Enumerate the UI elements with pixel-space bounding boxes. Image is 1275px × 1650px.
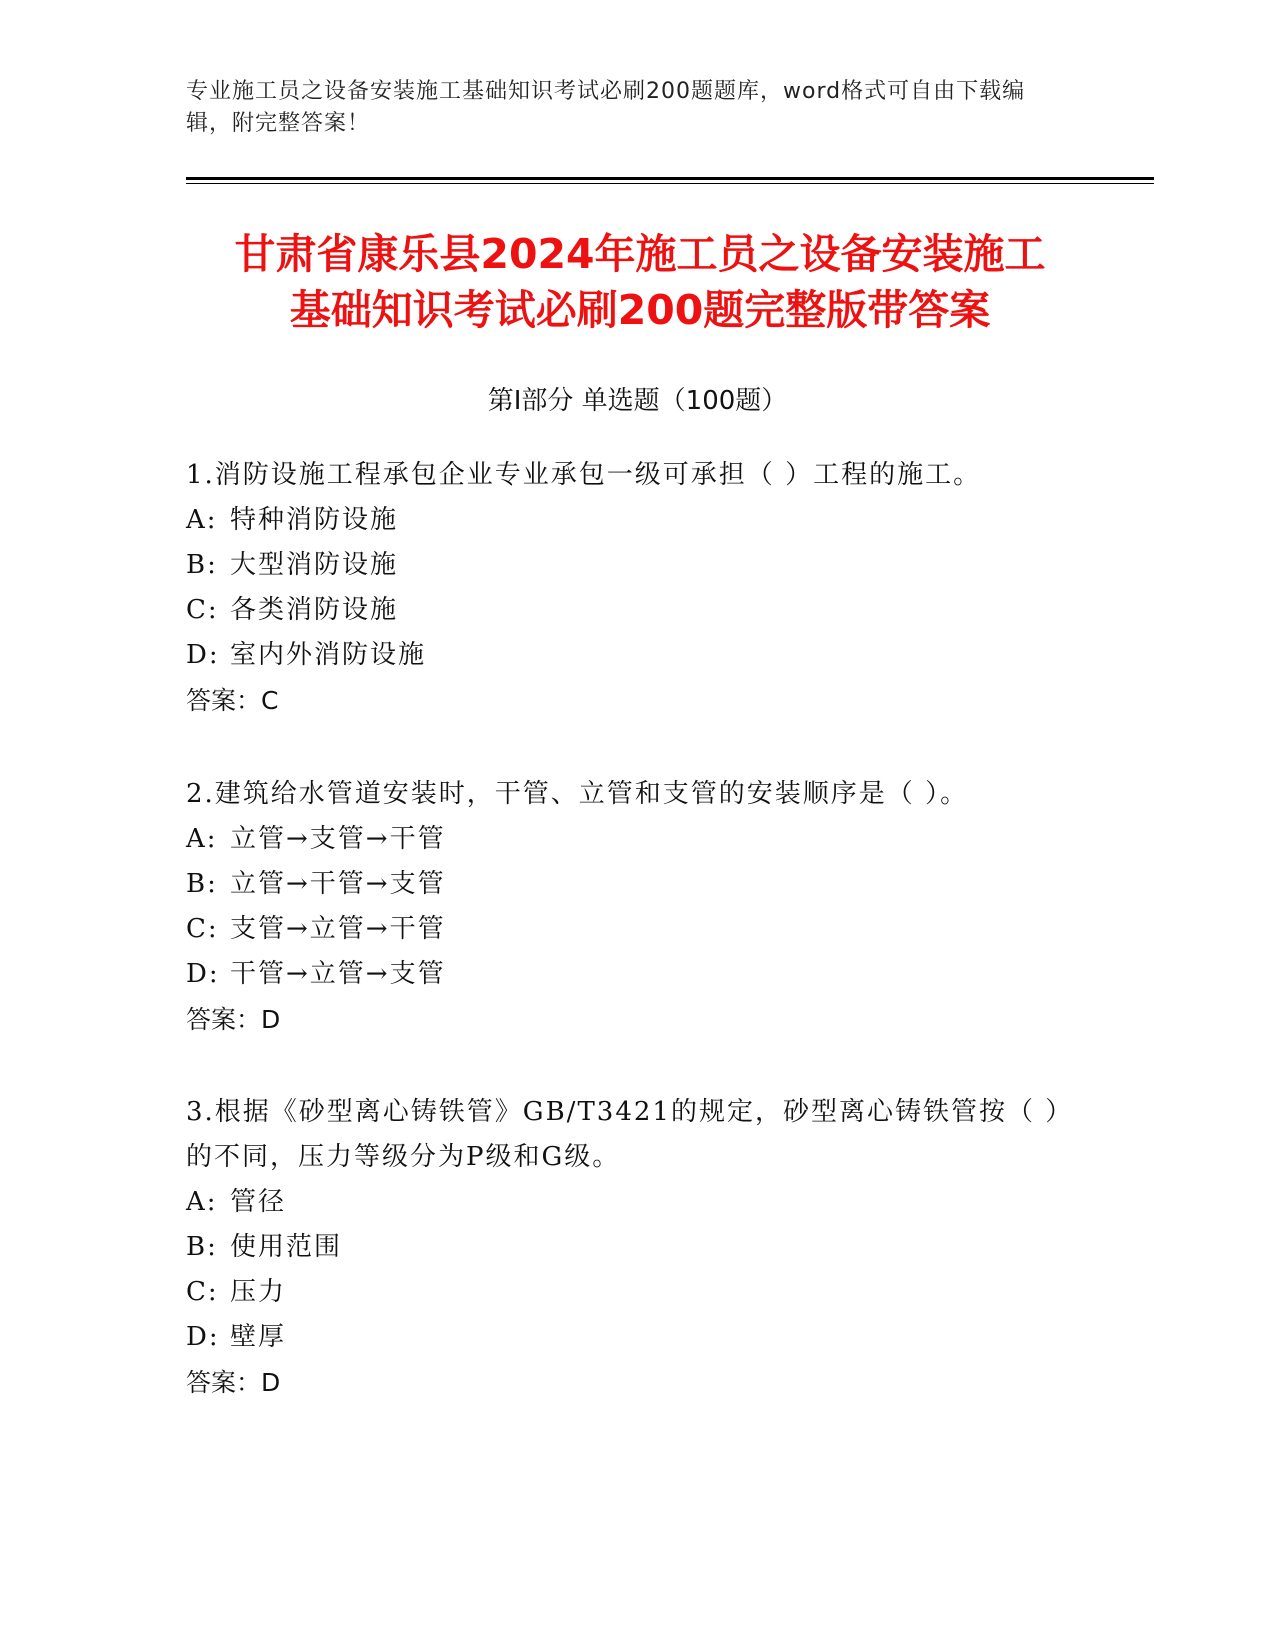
header-divider-thick [186,177,1154,180]
option-text: 管径 [230,1187,287,1217]
question-stem: 2.建筑给水管道安装时，干管、立管和支管的安装顺序是（ ）。 [186,779,969,809]
option-key: D: [186,959,220,989]
option-key: A: [186,1187,218,1217]
option-key: B: [186,1232,218,1262]
question-stem: 3.根据《砂型离心铸铁管》GB/T3421的规定，砂型离心铸铁管按（ ）的不同，压力等级分为P级和G级。 [186,1097,1074,1172]
option-key: B: [186,550,218,580]
option-d [186,633,1086,678]
question-stem: 1.消防设施工程承包企业专业承包一级可承担（ ）工程的施工。 [186,460,982,490]
option-b [186,1225,1086,1270]
answer: 答案：C [186,686,279,715]
question-2 [186,772,1086,1042]
header-divider-thin [186,183,1154,184]
option-text: 室内外消防设施 [230,640,427,670]
option-text: 壁厚 [230,1322,287,1352]
option-text: 压力 [230,1277,287,1307]
option-a [186,1180,1086,1225]
option-text: 干管→立管→支管 [230,959,446,989]
option-text: 特种消防设施 [230,505,399,535]
document-title-line-1: 甘肃省康乐县2024年施工员之设备安装施工 [234,230,1046,278]
option-c [186,907,1086,952]
question-3 [186,1090,1086,1405]
option-text: 各类消防设施 [230,595,399,625]
section-heading: 第Ⅰ部分 单选题（100题） [487,386,788,416]
option-text: 大型消防设施 [230,550,399,580]
option-key: C: [186,1277,219,1307]
option-c [186,588,1086,633]
option-text: 支管→立管→干管 [230,914,446,944]
option-key: D: [186,640,220,670]
option-key: D: [186,1322,220,1352]
option-a [186,817,1086,862]
option-d [186,1315,1086,1360]
option-a [186,498,1086,543]
option-b [186,543,1086,588]
option-key: B: [186,869,218,899]
option-text: 立管→干管→支管 [230,869,446,899]
option-key: A: [186,505,218,535]
answer: 答案：D [186,1368,281,1397]
header-note: 专业施工员之设备安装施工基础知识考试必刷200题题库，word格式可自由下载编辑，附完整答案！ [186,79,1026,136]
option-text: 立管→支管→干管 [230,824,446,854]
document-title-line-2: 基础知识考试必刷200题完整版带答案 [289,286,991,334]
option-text: 使用范围 [230,1232,343,1262]
option-key: C: [186,595,219,625]
question-1 [186,453,1086,723]
option-c [186,1270,1086,1315]
answer: 答案：D [186,1005,281,1034]
option-key: A: [186,824,218,854]
option-b [186,862,1086,907]
option-d [186,952,1086,997]
document-title [140,226,1140,338]
option-key: C: [186,914,219,944]
